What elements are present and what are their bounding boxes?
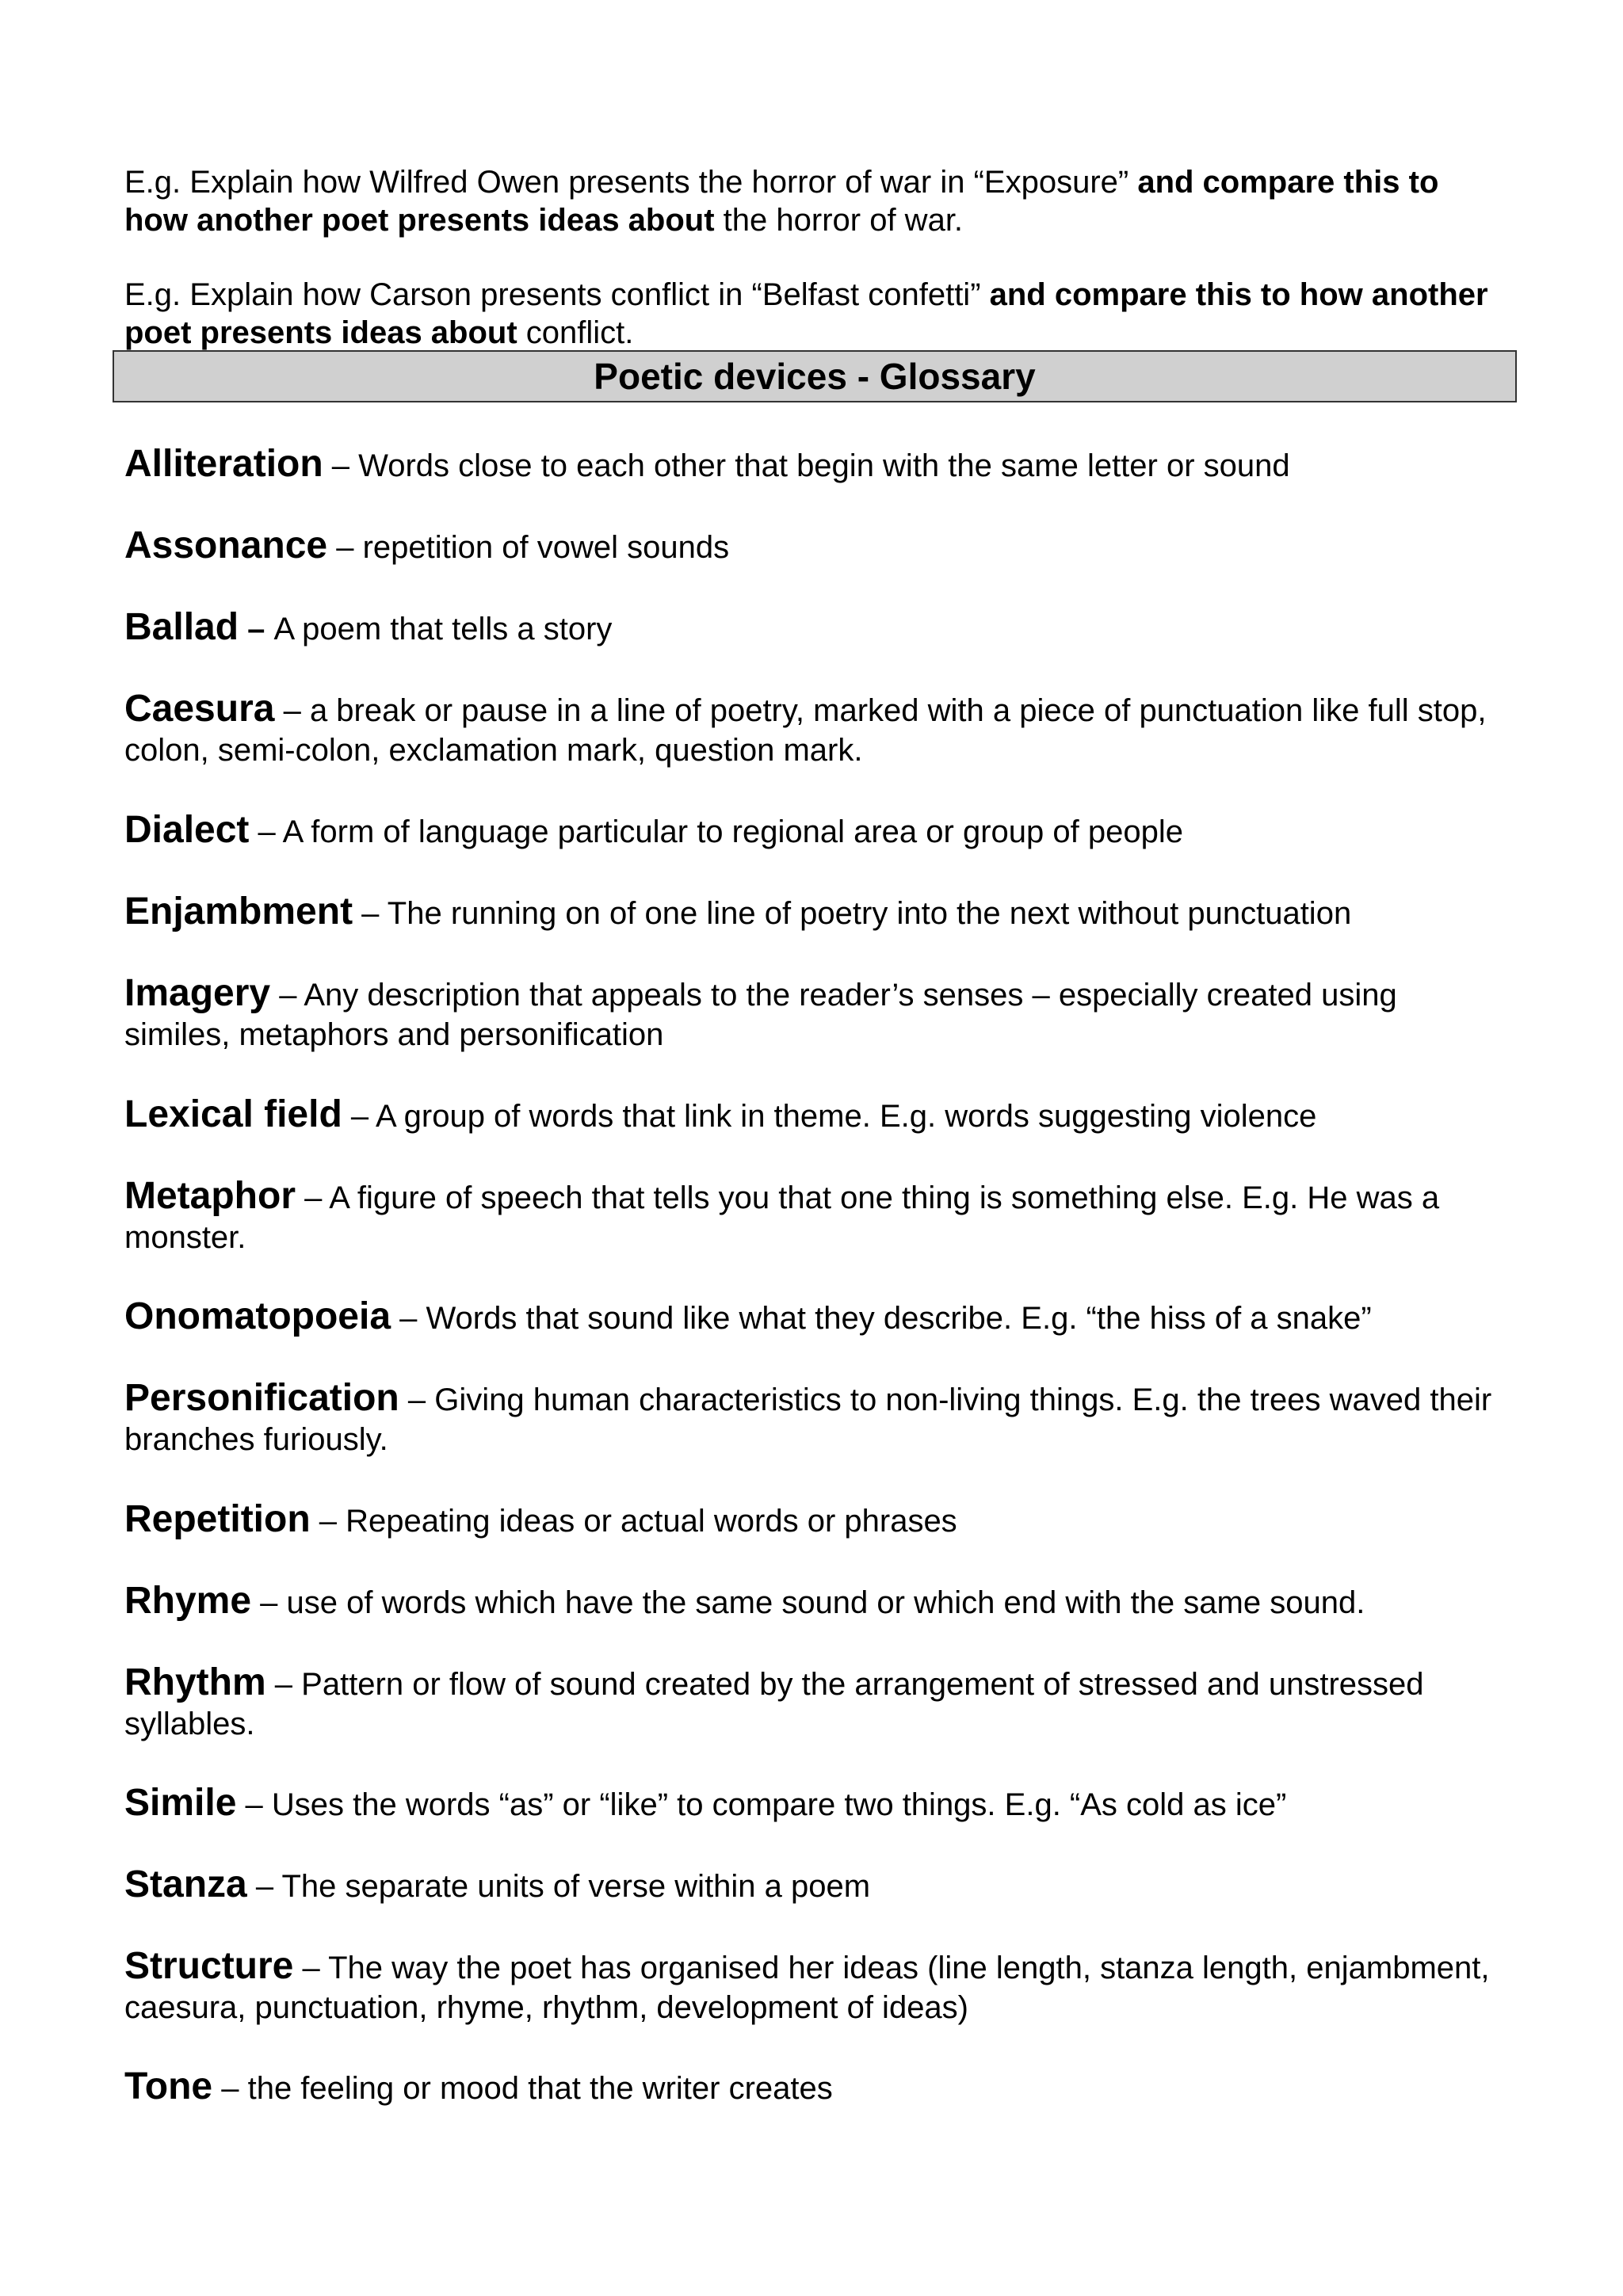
term-separator: – [310,1504,346,1539]
term-separator: – [239,612,274,646]
term-definition: A group of words that link in theme. E.g. words suggesting violence [376,1099,1317,1134]
term-name: Repetition [124,1498,311,1540]
glossary-term-rhythm [124,1663,1503,1744]
glossary-term-caesura [124,689,1503,770]
term-definition: the feeling or mood that the writer creates [247,2071,833,2106]
term-definition: A poem that tells a story [273,612,613,646]
term-definition: Words that sound like what they describe. E.g. “the hiss of a snake” [426,1301,1372,1336]
term-name: Imagery [124,972,271,1014]
term-separator: – [327,530,363,565]
example-bold-text: and compare this to how another poet presents ideas about [124,277,1488,350]
term-definition: Words close to each other that begin with the same letter or sound [358,448,1290,483]
glossary-term-imagery [124,974,1503,1055]
term-name: Onomatopoeia [124,1295,391,1337]
glossary-term-lexical-field [124,1095,1503,1136]
example-text: the horror of war. [714,203,964,238]
term-name: Assonance [124,524,328,566]
term-separator: – [270,978,304,1013]
example-text: E.g. Explain how Carson presents conflict in “Belfast confetti” [124,277,990,312]
example-text: conflict. [517,315,634,350]
term-separator: – [265,1667,302,1702]
example-bold-text: and compare this to how another poet presents ideas about [124,165,1439,238]
term-separator: – [293,1951,329,1985]
term-name: Alliteration [124,443,323,485]
term-name: Structure [124,1945,294,1987]
term-name: Enjambment [124,891,353,933]
glossary-term-alliteration [124,444,1503,486]
term-separator: – [399,1383,435,1417]
example-question-carson [124,276,1503,352]
glossary-term-rhyme [124,1581,1503,1623]
term-definition: The separate units of verse within a poem [281,1869,871,1904]
glossary-term-tone [124,2067,1503,2108]
term-name: Personification [124,1377,399,1419]
term-separator: – [251,1585,287,1620]
glossary-term-onomatopoeia [124,1297,1503,1338]
term-name: Tone [124,2065,213,2107]
glossary-term-assonance [124,526,1503,567]
term-definition: a break or pause in a line of poetry, marked with a piece of punctuation like full stop, colon, semi-colon, exclamation mark, question mark. [124,693,1487,768]
example-question-owen [124,163,1503,239]
glossary-term-stanza [124,1865,1503,1906]
term-separator: – [212,2071,248,2106]
term-definition: Uses the words “as” or “like” to compare two things. E.g. “As cold as ice” [271,1787,1287,1822]
term-definition: Pattern or flow of sound created by the arrangement of stressed and unstressed syllables. [124,1667,1424,1741]
term-name: Simile [124,1782,237,1824]
term-definition: repetition of vowel sounds [362,530,730,565]
term-definition: The way the poet has organised her ideas (line length, stanza length, enjambment, caesura, punctuation, rhyme, rhythm, development of ideas) [124,1951,1490,2025]
term-definition: Any description that appeals to the reader’s senses – especially created using similes, metaphors and personification [124,978,1397,1052]
term-definition: A figure of speech that tells you that one thing is something else. E.g. He was a monster. [124,1180,1440,1255]
glossary-title: Poetic devices - Glossary [113,350,1517,402]
glossary-term-enjambment [124,892,1503,933]
glossary-term-personification [124,1379,1503,1459]
term-definition: Repeating ideas or actual words or phrases [346,1504,957,1539]
glossary-term-structure [124,1947,1503,2027]
glossary-term-repetition [124,1500,1503,1541]
term-name: Rhyme [124,1580,252,1622]
term-definition: The running on of one line of poetry into the next without punctuation [387,896,1352,931]
term-name: Stanza [124,1863,247,1905]
term-separator: – [236,1787,272,1822]
glossary-term-dialect [124,810,1503,852]
term-separator: – [249,814,283,849]
term-separator: – [391,1301,426,1336]
term-separator: – [323,448,359,483]
term-separator: – [342,1099,376,1134]
term-definition: A form of language particular to regional area or group of people [282,814,1183,849]
term-separator: – [246,1869,282,1904]
term-separator: – [274,693,310,728]
term-separator: – [296,1180,330,1215]
term-definition: use of words which have the same sound or which end with the same sound. [286,1585,1365,1620]
glossary-term-simile [124,1783,1503,1825]
term-name: Metaphor [124,1175,296,1217]
glossary-term-metaphor [124,1177,1503,1257]
example-text: E.g. Explain how Wilfred Owen presents the horror of war in “Exposure” [124,165,1138,200]
term-definition: Giving human characteristics to non-living things. E.g. the trees waved their branches furiously. [124,1383,1492,1457]
term-name: Caesura [124,688,275,730]
term-name: Ballad [124,606,239,648]
term-name: Rhythm [124,1661,266,1703]
term-separator: – [353,896,388,931]
term-name: Lexical field [124,1093,342,1135]
term-name: Dialect [124,809,250,851]
glossary-term-ballad [124,608,1503,649]
